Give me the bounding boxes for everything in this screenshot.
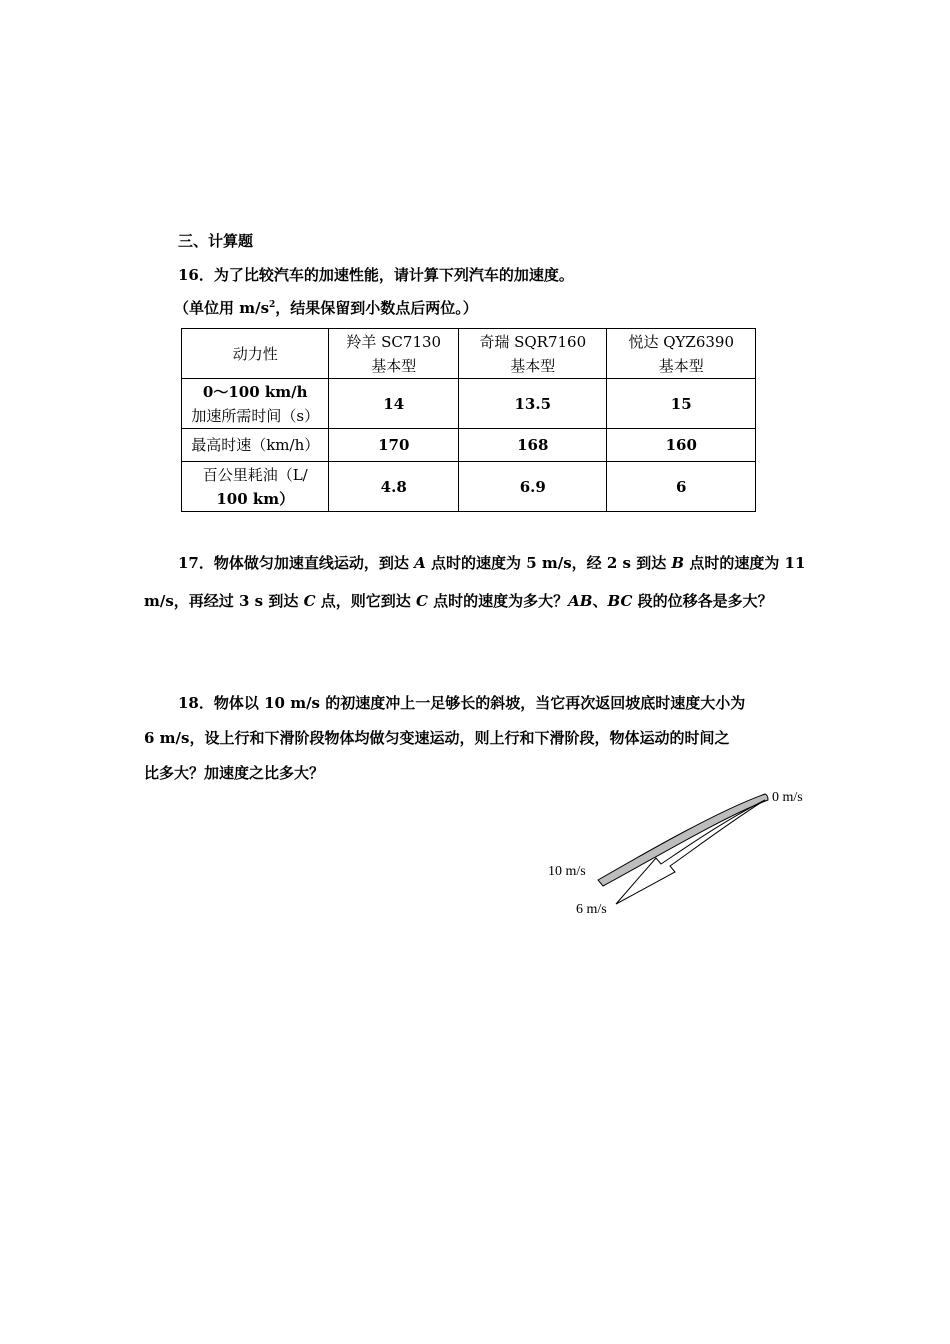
question-16-text: 16．为了比较汽车的加速性能，请计算下列汽车的加速度。: [178, 266, 574, 284]
slope-surface: [598, 794, 768, 886]
question-17-line-2: m/s，再经过 3 s 到达 C 点，则它到达 C 点时的速度为多大？AB、BC 段的位移各是多大？: [144, 592, 773, 610]
table-cell: 168: [459, 429, 607, 462]
label-start-speed: 10 m/s: [548, 864, 586, 879]
row-label: 百公里耗油（L/ 100 km）: [182, 462, 329, 512]
table-cell: 6: [607, 462, 756, 512]
row-label: 最高时速（km/h）: [182, 429, 329, 462]
label-end-speed: 6 m/s: [576, 902, 607, 917]
question-18-line-3: 比多大？加速度之比多大？: [144, 764, 325, 782]
label-top-speed: 0 m/s: [772, 790, 803, 805]
table-cell: 13.5: [459, 379, 607, 429]
header-car-1: 羚羊 SC7130 基本型: [329, 329, 459, 379]
table-row: [182, 462, 756, 512]
table-cell: 160: [607, 429, 756, 462]
table-row: [182, 379, 756, 429]
unit-suffix: ，结果保留到小数点后两位。）: [275, 299, 478, 317]
header-car-2: 奇瑞 SQR7160 基本型: [459, 329, 607, 379]
return-arrow: [616, 800, 765, 904]
table-header-row: [182, 329, 756, 379]
question-17-line-1: 17．物体做匀加速直线运动，到达 A 点时的速度为 5 m/s，经 2 s 到达 B 点时的速度为 11: [178, 554, 806, 572]
table-cell: 14: [329, 379, 459, 429]
table-cell: 6.9: [459, 462, 607, 512]
row-label: 0～100 km/h 加速所需时间（s）: [182, 379, 329, 429]
table-row: [182, 429, 756, 462]
question-18-line-2: 6 m/s，设上行和下滑阶段物体均做匀变速运动，则上行和下滑阶段，物体运动的时间之: [144, 729, 730, 747]
table-cell: 4.8: [329, 462, 459, 512]
table-cell: 170: [329, 429, 459, 462]
car-spec-table: [181, 328, 756, 512]
slope-figure: [530, 780, 830, 930]
unit-superscript: 2: [269, 300, 276, 310]
question-16-unit-note: [174, 297, 478, 318]
question-18-line-1: 18．物体以 10 m/s 的初速度冲上一足够长的斜坡，当它再次返回坡底时速度大小为: [178, 694, 746, 712]
header-car-3: 悦达 QYZ6390 基本型: [607, 329, 756, 379]
unit-prefix: （单位用 m/s: [174, 299, 270, 317]
header-label: 动力性: [182, 329, 329, 379]
section-title: 三、计算题: [178, 232, 254, 250]
table-cell: 15: [607, 379, 756, 429]
